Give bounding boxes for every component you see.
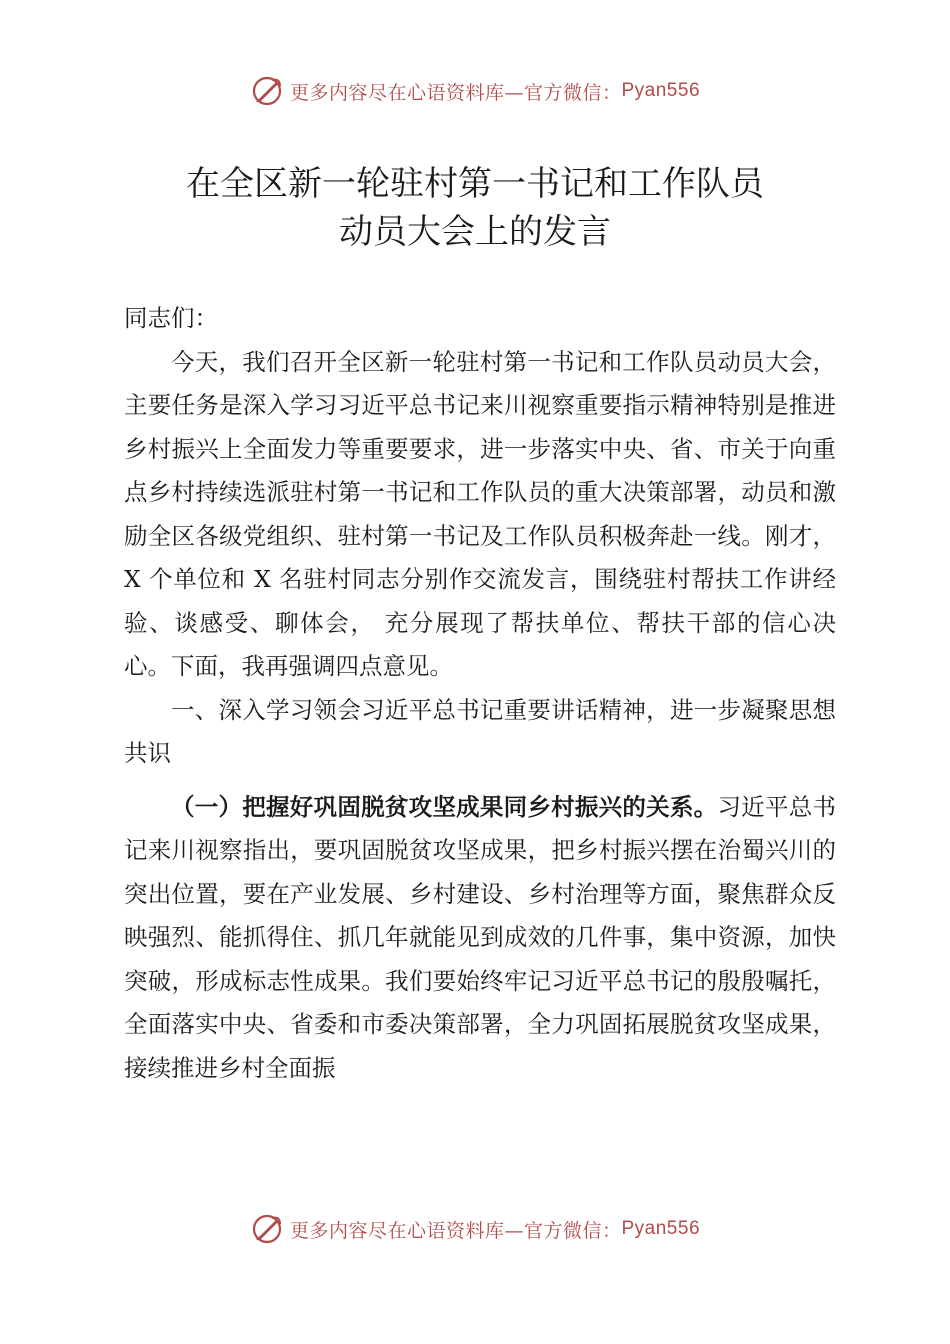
watermark-text: 更多内容尽在心语资料库—官方微信： [289,81,622,104]
subsection-heading-1: （一）把握好巩固脱贫攻坚成果同乡村振兴的关系。 [171,792,718,821]
subsection-body-1: 习近平总书记来川视察指出，要巩固脱贫攻坚成果，把乡村振兴摆在治蜀兴川的突出位置，要在产业发展、乡村建设、乡村治理等方面，聚焦群众反映强烈、能抓得住、抓几年就能见到成效的几件事，集中资源，加快突破，形成标志性成果。我们要始终牢记习近平总书记的殷殷嘱托，全面落实中央、省委和市委决策部署，全力巩固拓展脱贫攻坚成果，接续推进乡村全面振 [124,792,837,1082]
paragraph-intro: 今天，我们召开全区新一轮驻村第一书记和工作队员动员大会，主要任务是深入学习习近平总书记来川视察重要指示精神特别是推进乡村振兴上全面发力等重要要求，进一步落实中央、省、市关于向重点乡村持续选派驻村第一书记和工作队员的重大决策部署，动员和激励全区各级党组织、驻村第一书记及工作队员积极奔赴一线。刚才，X 个单位和 X 名驻村同志分别作交流发言，围绕驻村帮扶工作讲经验、谈感受、聊体会， 充分展现了帮扶单位、帮扶干部的信心决心。下面，我再强调四点意见。 [124,347,836,680]
title-line-2: 动员大会上的发言 [339,212,611,252]
watermark-footer [0,1212,950,1246]
section-heading-1: 一、深入学习领会习近平总书记重要讲话精神，进一步凝聚思想共识 [124,695,836,767]
document-title [0,160,950,256]
title-line-1: 在全区新一轮驻村第一书记和工作队员 [186,164,764,204]
quill-logo-icon [250,74,284,108]
quill-logo-icon [250,1212,284,1246]
salutation: 同志们： [124,304,218,332]
document-body [124,297,836,1090]
watermark-text: 更多内容尽在心语资料库—官方微信： [289,1219,622,1242]
watermark-handle: Pyan556 [621,1218,701,1239]
watermark-handle: Pyan556 [621,80,701,101]
subsection-paragraph-1 [124,786,836,1091]
watermark-header [0,74,950,108]
